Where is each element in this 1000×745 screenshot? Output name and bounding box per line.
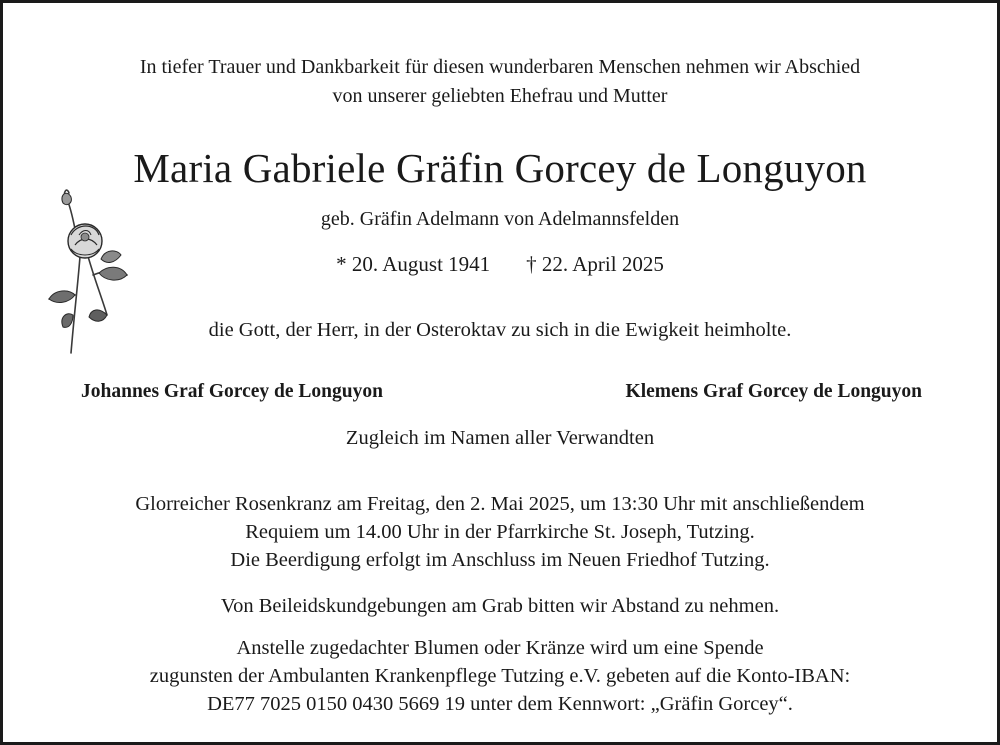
death-date: † 22. April 2025: [526, 252, 664, 276]
donation-line-2: zugunsten der Ambulanten Krankenpflege Tutzing e.V. gebeten auf die Konto-IBAN:: [149, 665, 851, 687]
service-line-2: Requiem um 14.00 Uhr in der Pfarrkirche St. Joseph, Tutzing.: [245, 521, 755, 543]
donation-line-3: DE77 7025 0150 0430 5669 19 unter dem Kennwort: „Gräfin Gorcey“.: [207, 693, 793, 715]
service-line-3: Die Beerdigung erfolgt im Anschluss im Neuen Friedhof Tutzing.: [230, 549, 770, 571]
birth-name: geb. Gräfin Adelmann von Adelmannsfelden: [320, 208, 680, 230]
birth-date: * 20. August 1941: [336, 252, 491, 276]
signer-left: Johannes Graf Gorcey de Longuyon: [81, 381, 383, 402]
condolence-note: Von Beileidskundgebungen am Grab bitten wir Abstand zu nehmen.: [220, 595, 780, 617]
signer-right: Klemens Graf Gorcey de Longuyon: [625, 381, 922, 402]
deceased-name: Maria Gabriele Gräfin Gorcey de Longuyon: [133, 145, 867, 191]
passing-text: die Gott, der Herr, in der Osteroktav zu sich in die Ewigkeit heimholte.: [208, 319, 792, 341]
service-line-1: Glorreicher Rosenkranz am Freitag, den 2. Mai 2025, um 13:30 Uhr mit anschließendem: [135, 493, 865, 515]
intro-line-2: von unserer geliebten Ehefrau und Mutter: [332, 85, 668, 107]
donation-line-1: Anstelle zugedachter Blumen oder Kränze wird um eine Spende: [236, 637, 764, 659]
relatives-note: Zugleich im Namen aller Verwandten: [345, 427, 655, 449]
intro-line-1: In tiefer Trauer und Dankbarkeit für diesen wunderbaren Menschen nehmen wir Abschied: [139, 56, 861, 78]
life-dates: [3, 252, 997, 277]
